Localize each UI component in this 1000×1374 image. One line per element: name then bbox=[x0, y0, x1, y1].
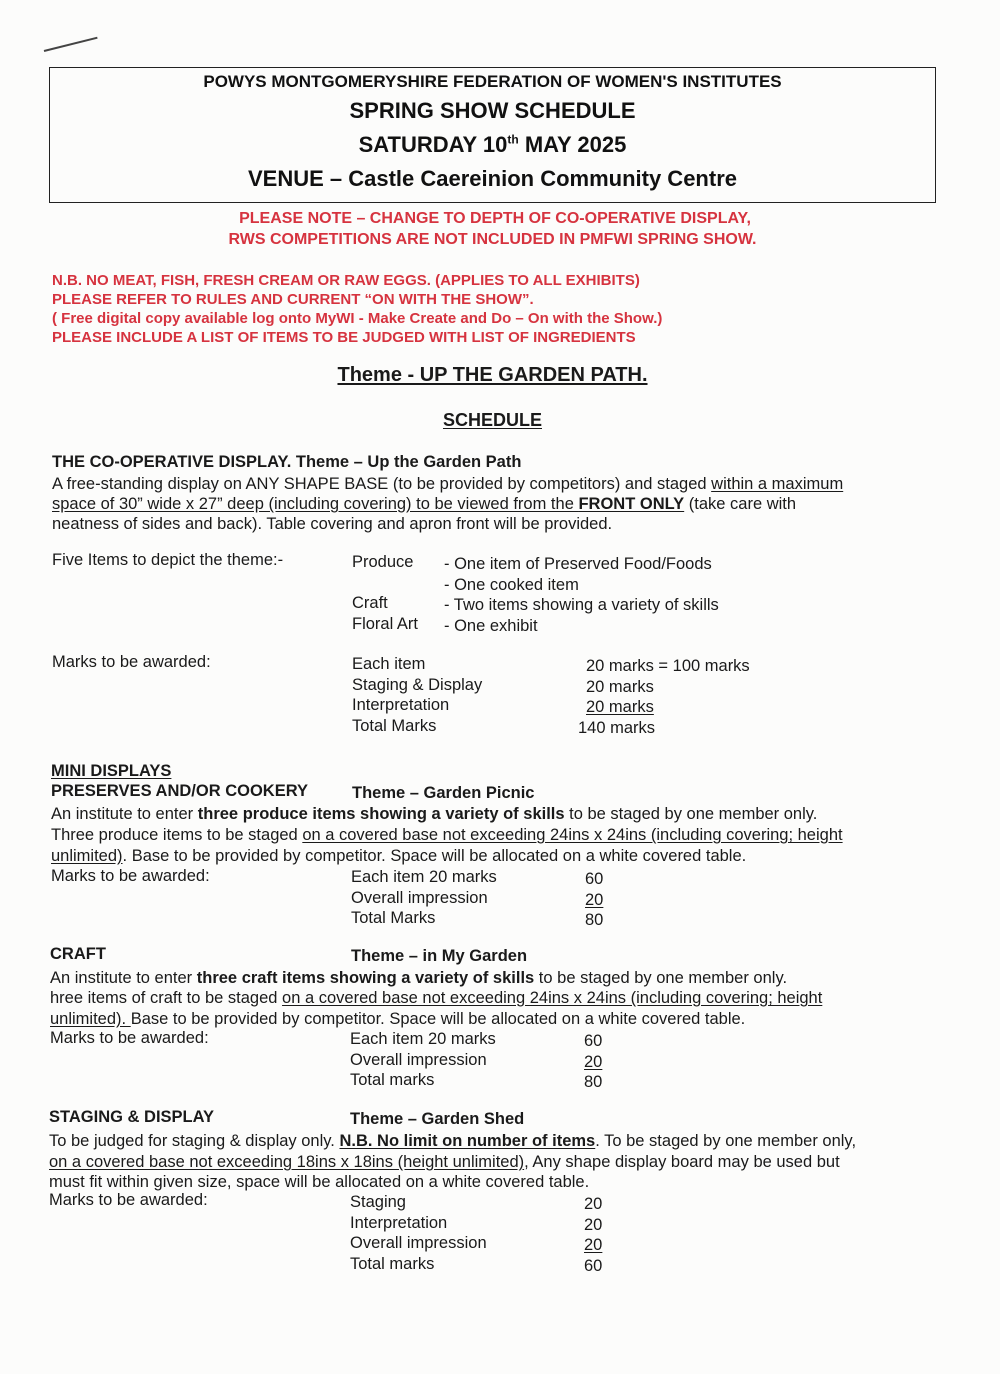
schedule-title: SPRING SHOW SCHEDULE bbox=[349, 98, 636, 123]
staging-title: STAGING & DISPLAY bbox=[49, 1108, 215, 1126]
preserves-theme: Theme – Garden Picnic bbox=[352, 784, 535, 802]
notice-line-2: RWS COMPETITIONS ARE NOT INCLUDED IN PMFWI SPRING SHOW. bbox=[228, 231, 757, 248]
preserves-mark-items: Each item 20 marks Overall impression Total Marks bbox=[351, 868, 497, 927]
staging-line-2: on a covered base not exceeding 18ins x 18ins (height unlimited), Any shape display board may be used but bbox=[49, 1153, 840, 1171]
craft-mark-items: Each item 20 marks Overall impression Total marks bbox=[350, 1030, 496, 1089]
coop-categories: Produce Craft Floral Art bbox=[352, 553, 419, 633]
venue: VENUE – Castle Caereinion Community Centre bbox=[247, 166, 737, 191]
craft-line-1: An institute to enter three craft items showing a variety of skills to be staged by one member only. bbox=[50, 969, 788, 987]
staging-line-3: must fit within given size, space will be allocated on a white covered table. bbox=[49, 1173, 590, 1191]
preserves-line-2: Three produce items to be staged on a covered base not exceeding 24ins x 24ins (including covering; height bbox=[51, 826, 843, 844]
coop-marks-label: Marks to be awarded: bbox=[52, 653, 211, 671]
pen-mark bbox=[44, 37, 98, 52]
notice-line-1: PLEASE NOTE – CHANGE TO DEPTH OF CO-OPERATIVE DISPLAY, bbox=[239, 210, 751, 227]
staging-theme: Theme – Garden Shed bbox=[350, 1110, 525, 1128]
rule-line: ( Free digital copy available log onto MyWI - Make Create and Do – On with the Show.) bbox=[52, 310, 663, 327]
coop-descriptions: - One item of Preserved Food/Foods - One cooked item - Two items showing a variety of skills - One exhibit bbox=[444, 555, 719, 635]
staging-line-1: To be judged for staging & display only. N.B. No limit on number of items. To be staged by one member only, bbox=[49, 1132, 857, 1150]
rule-line: N.B. NO MEAT, FISH, FRESH CREAM OR RAW EGGS. (APPLIES TO ALL EXHIBITS) bbox=[52, 272, 640, 289]
coop-items-label: Five Items to depict the theme:- bbox=[52, 551, 284, 569]
schedule-heading: SCHEDULE bbox=[442, 410, 542, 430]
coop-mark-items: Each item Staging & Display Interpretation Total Marks bbox=[352, 655, 483, 735]
craft-marks-label: Marks to be awarded: bbox=[50, 1029, 209, 1047]
show-date: SATURDAY 10th MAY 2025 bbox=[358, 132, 627, 157]
coop-title: THE CO-OPERATIVE DISPLAY. Theme – Up the Garden Path bbox=[52, 453, 522, 471]
staging-mark-items: Staging Interpretation Overall impression Total marks bbox=[350, 1193, 487, 1273]
preserves-marks-label: Marks to be awarded: bbox=[51, 867, 210, 885]
federation-title: POWYS MONTGOMERYSHIRE FEDERATION OF WOMEN'S INSTITUTES bbox=[203, 72, 782, 91]
main-theme: Theme - UP THE GARDEN PATH. bbox=[337, 364, 648, 386]
header-box bbox=[49, 67, 936, 203]
rules-block bbox=[52, 271, 662, 347]
craft-title: CRAFT bbox=[50, 945, 106, 963]
coop-desc-line-1: A free-standing display on ANY SHAPE BASE (to be provided by competitors) and staged within a maximum bbox=[52, 475, 844, 493]
rule-line: PLEASE INCLUDE A LIST OF ITEMS TO BE JUDGED WITH LIST OF INGREDIENTS bbox=[52, 329, 636, 346]
preserves-mark-values: 60 20 80 bbox=[585, 870, 604, 929]
craft-line-3: unlimited). Base to be provided by competitor. Space will be allocated on a white covered table. bbox=[50, 1010, 746, 1028]
staging-marks-label: Marks to be awarded: bbox=[49, 1191, 208, 1209]
coop-desc-line-2: space of 30” wide x 27” deep (including covering) to be viewed from the FRONT ONLY (take care with bbox=[52, 495, 797, 513]
coop-desc-line-3: neatness of sides and back). Table covering and apron front will be provided. bbox=[52, 515, 613, 533]
rule-line: PLEASE REFER TO RULES AND CURRENT “ON WITH THE SHOW”. bbox=[52, 291, 534, 308]
mini-heading: MINI DISPLAYS bbox=[51, 762, 172, 780]
preserves-line-3: unlimited). Base to be provided by competitor. Space will be allocated on a white covered table. bbox=[51, 847, 747, 865]
craft-line-2: hree items of craft to be staged on a covered base not exceeding 24ins x 24ins (including covering; height bbox=[50, 989, 823, 1007]
craft-mark-values: 60 20 80 bbox=[584, 1032, 603, 1091]
preserves-line-1: An institute to enter three produce items showing a variety of skills to be staged by one member only. bbox=[51, 805, 818, 823]
staging-mark-values: 20 20 20 60 bbox=[584, 1195, 603, 1275]
preserves-title: PRESERVES AND/OR COOKERY bbox=[51, 782, 309, 800]
coop-mark-values: 20 marks = 100 marks 20 marks 20 marks 140 marks bbox=[578, 657, 750, 737]
craft-theme: Theme – in My Garden bbox=[351, 947, 528, 965]
